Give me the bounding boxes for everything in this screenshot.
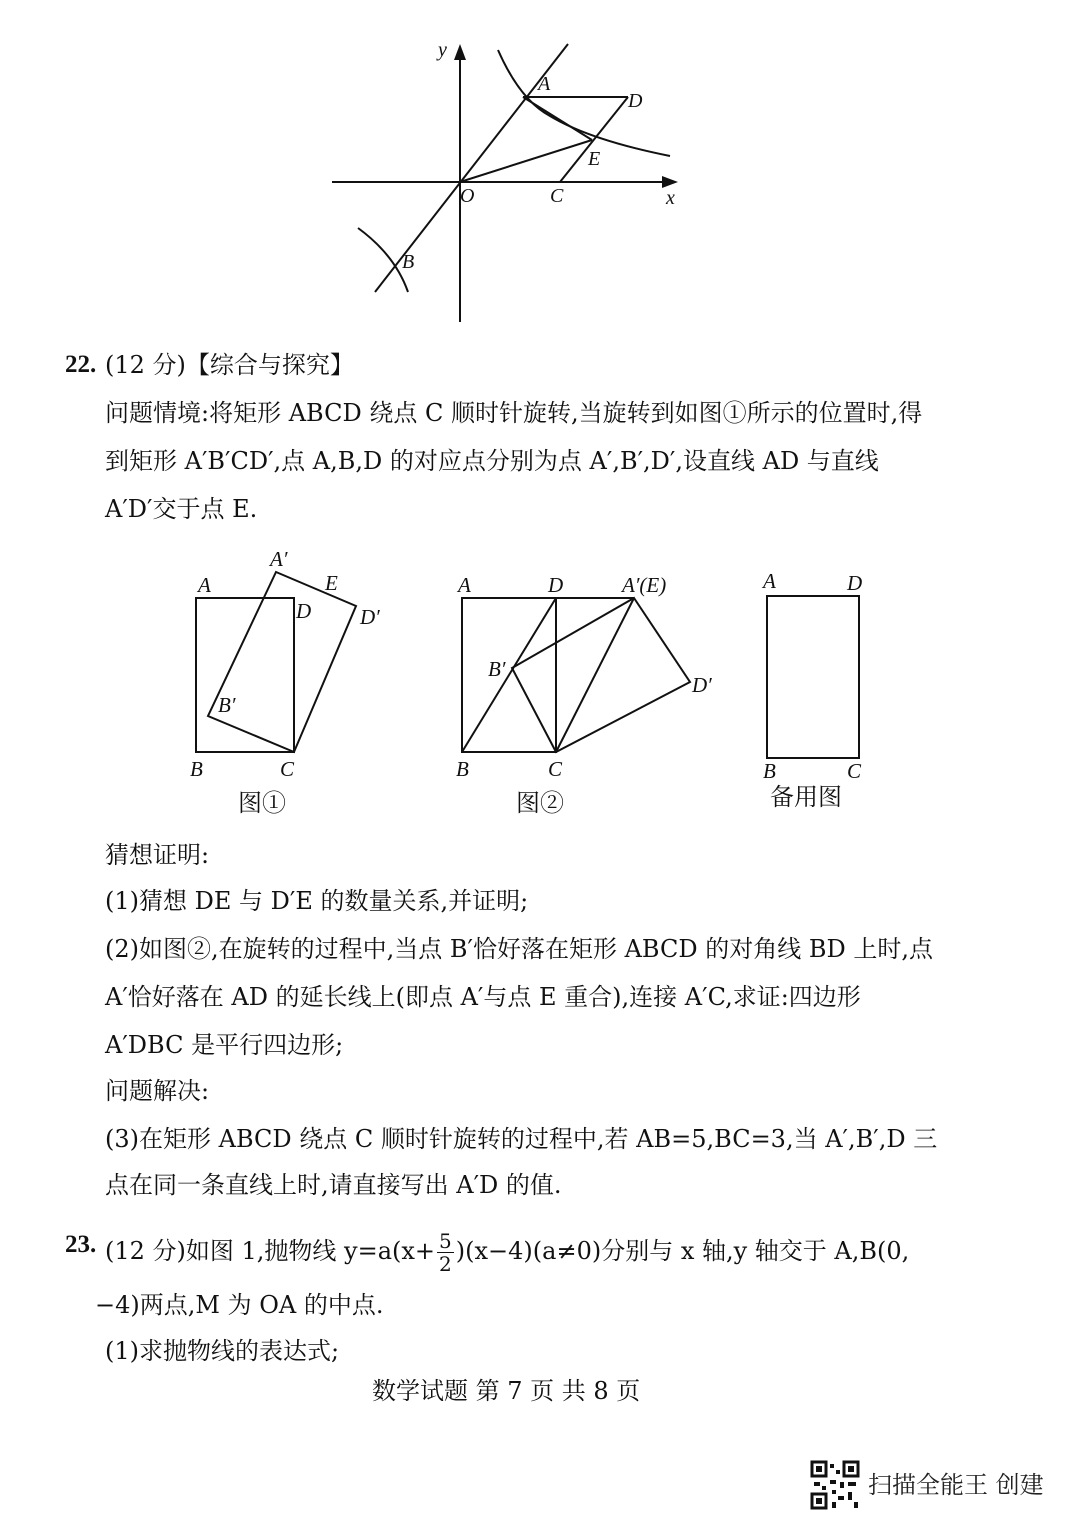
label-A1: A′ — [270, 547, 288, 571]
backup-figure — [755, 560, 875, 786]
label-A: A — [198, 573, 211, 597]
q23-line-3: (1)求抛物线的表达式; — [105, 1337, 340, 1365]
label-C: C — [548, 757, 563, 780]
q22-line-2: 到矩形 A′B′CD′,点 A,B,D 的对应点分别为点 A′,B′,D′,设直线 AD 与直线 — [105, 447, 879, 475]
question-22-header: (12 分)【综合与探究】 — [105, 351, 354, 379]
qr-code-icon — [810, 1460, 860, 1510]
figure-2-caption: 图② — [516, 789, 564, 817]
segment-OE — [460, 140, 592, 182]
question-number-22: 22. — [65, 351, 97, 378]
fraction-denominator: 2 — [439, 1252, 452, 1276]
label-A: A — [538, 73, 551, 95]
figure-1-caption: 图① — [238, 789, 286, 817]
label-C: C — [550, 185, 564, 207]
backup-figure-caption: 备用图 — [770, 783, 842, 811]
q22-body-7: (3)在矩形 ABCD 绕点 C 顺时针旋转的过程中,若 AB=5,BC=3,当 A′,B′,D 三 — [105, 1125, 938, 1153]
figure-1 — [180, 540, 410, 780]
q22-body-3: (2)如图②,在旋转的过程中,当点 B′恰好落在矩形 ABCD 的对角线 BD 上时,点 — [105, 935, 934, 963]
diagonal-BD — [462, 598, 556, 752]
label-A: A — [458, 573, 471, 597]
label-B: B — [402, 251, 415, 273]
label-B1: B′ — [488, 657, 506, 681]
label-C: C — [280, 757, 295, 780]
q22-body-8: 点在同一条直线上时,请直接写出 A′D 的值. — [105, 1171, 562, 1199]
label-B: B — [456, 757, 469, 780]
watermark-text: 扫描全能王 创建 — [868, 1471, 1044, 1499]
q22-body-6: 问题解决: — [105, 1077, 210, 1105]
label-B: B — [763, 759, 776, 783]
label-E: E — [325, 571, 338, 595]
q23-line-1 — [105, 1230, 909, 1275]
rectangle-ABCD — [767, 596, 859, 758]
fraction-numerator: 5 — [439, 1229, 452, 1253]
q22-body-5: A′DBC 是平行四边形; — [105, 1031, 344, 1059]
q22-body-4: A′恰好落在 AD 的延长线上(即点 A′与点 E 重合),连接 A′C,求证:四边形 — [105, 983, 861, 1011]
coordinate-figure — [320, 30, 700, 330]
label-E: E — [588, 148, 601, 170]
segment-AE — [523, 97, 592, 140]
fraction — [437, 1230, 454, 1275]
q22-line-3: A′D′交于点 E. — [105, 495, 258, 523]
label-D1: D′ — [692, 673, 712, 697]
q22-body-2: (1)猜想 DE 与 D′E 的数量关系,并证明; — [105, 887, 529, 915]
hyperbola-branch-upper — [498, 50, 670, 156]
label-D: D — [628, 90, 643, 112]
rectangle-A1B1CD1 — [512, 598, 690, 752]
y-axis-arrow — [454, 44, 466, 60]
label-D: D — [296, 599, 312, 623]
label-C: C — [847, 759, 862, 783]
q22-body-1: 猜想证明: — [105, 841, 210, 869]
label-y: y — [438, 39, 447, 61]
rectangle-ABCD — [196, 598, 294, 752]
label-x: x — [666, 187, 675, 209]
q23-line-1-part-a: (12 分)如图 1,抛物线 y=a(x+ — [105, 1237, 436, 1265]
q22-line-1: 问题情境:将矩形 ABCD 绕点 C 顺时针旋转,当旋转到如图①所示的位置时,得 — [105, 399, 923, 427]
question-number-23: 23. — [65, 1231, 97, 1258]
figure-2 — [450, 560, 730, 780]
label-B: B — [190, 757, 203, 780]
label-D: D — [847, 571, 863, 595]
label-A: A — [763, 569, 776, 593]
label-D1: D′ — [360, 605, 380, 629]
label-O: O — [460, 185, 475, 207]
q23-line-2: −4)两点,M 为 OA 的中点. — [95, 1291, 384, 1319]
label-B1: B′ — [218, 693, 236, 717]
page-footer: 数学试题 第 7 页 共 8 页 — [372, 1377, 641, 1405]
label-D: D — [548, 573, 564, 597]
label-A1E: A′(E) — [622, 573, 667, 597]
q23-line-1-part-b: )(x−4)(a≠0)分别与 x 轴,y 轴交于 A,B(0, — [455, 1237, 910, 1265]
